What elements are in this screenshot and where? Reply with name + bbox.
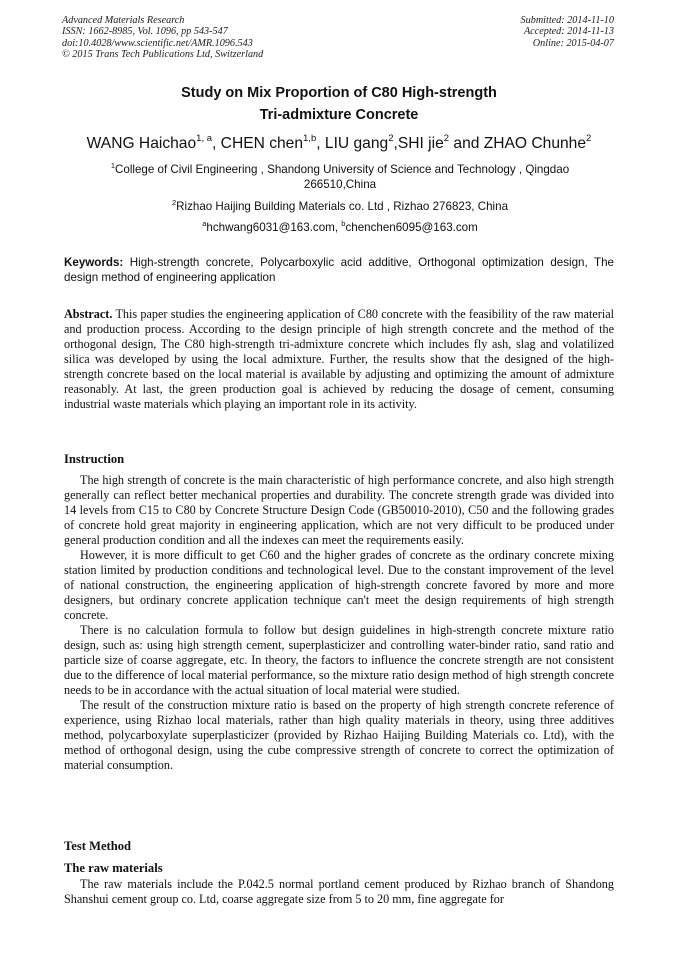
- publication-dates: [521, 15, 614, 49]
- paragraph: The raw materials include the P.042.5 normal portland cement produced by Rizhao branch of Shandong Shanshui cement group co. Ltd, coarse aggregate size from 5 to 20 mm, fine aggregate for: [64, 877, 614, 906]
- abstract-block: [64, 307, 614, 412]
- copyright-line: © 2015 Trans Tech Publications Ltd, Switzerland: [62, 49, 264, 61]
- title-line-2: Tri-admixture Concrete: [259, 107, 419, 123]
- affiliation-mark: 1: [110, 161, 115, 170]
- affiliation-2: [80, 200, 600, 215]
- email-mark: b: [341, 219, 346, 228]
- author-name: , LIU gang: [316, 135, 389, 152]
- paragraph: However, it is more difficult to get C60 and the higher grades of concrete as the ordinary concrete mixing station limited by production conditions and technological level. Due to the constant improvement of the level of national construction, the engineering application of high-strength concrete favored by more and more designers, but ordinary concrete application technique can't meet the design requirements of high strength concrete.: [64, 548, 614, 622]
- author-affiliation-mark: 2: [443, 133, 450, 144]
- author-affiliation-mark: 2: [388, 133, 394, 144]
- section-heading-test-method: Test Method: [64, 839, 132, 853]
- paragraph: The high strength of concrete is the main characteristic of high performance concrete, and also high strength generally can reflect better mechanical properties and durability. The concrete strength grade was divided into 14 levels from C15 to C80 by Concrete Structure Design Code (GB50010-2010), C50 and the following grades of concrete hold great majority in engineering application, which are not very difficult to be produced under general production condition and all the indexes can meet the requirements easily.: [64, 473, 614, 547]
- accepted-date: Accepted: 2014-11-13: [523, 26, 614, 38]
- raw-materials-body: [64, 877, 614, 907]
- abstract-text: This paper studies the engineering application of C80 concrete with the feasibility of the raw material and production process. According to the design principle of high strength concrete and the method of the orthogonal design, The C80 high-strength tri-admixture concrete which includes fly ash, slag and volatilized silica was developed by using the local admixture. Further, the results show that the designed of the high-strength concrete based on the local material is available by adjusting and optimizing the amount of admixture reasonably. At last, the green production goal is achieved by reducing the dosage of cement, consuming industrial waste materials which playing an important role in its activity.: [64, 307, 614, 411]
- keywords-block: [64, 256, 614, 285]
- author-name: , CHEN chen: [212, 135, 304, 152]
- author-affiliation-mark: 2: [586, 133, 592, 144]
- paper-title: [0, 82, 678, 126]
- author-name: ,SHI jie: [393, 135, 444, 152]
- paragraph: There is no calculation formula to follow but design guidelines in high-strength concrete mixture ratio design, such as: using high strength cement, superplasticizer and controlling water-binder ratio, sand ratio and particle size of coarse aggregate, etc. In theory, the factors to influence the concrete strength are not consistent due to the difference of local material performance, so the mixture ratio design method of high strength concrete needs to be in accordance with the actual situation of local material were studied.: [64, 623, 614, 697]
- author-affiliation-mark: 1,b: [303, 133, 317, 144]
- keywords-text: High-strength concrete, Polycarboxylic acid additive, Orthogonal optimization design, The design method of engineering application: [64, 256, 614, 284]
- title-line-1: Study on Mix Proportion of C80 High-strength: [181, 85, 497, 101]
- affiliation-1: [80, 163, 600, 192]
- online-date: Online: 2015-04-07: [532, 37, 614, 49]
- doi-line: doi:10.4028/www.scientific.net/AMR.1096.543: [62, 37, 253, 49]
- abstract-label: Abstract.: [64, 307, 113, 321]
- affiliation-text: Rizhao Haijing Building Materials co. Ltd , Rizhao 276823, China: [176, 200, 509, 213]
- paragraph: The result of the construction mixture ratio is based on the property of high strength concrete reference of experience, using Rizhao local materials, rather than high quality materials in theory, using three additives method, polycarboxylate superplasticizer (provided by Rizhao Haijing Building Materials co. Ltd), with the method of orthogonal design, using the cube compressive strength of concrete to correct the optimization of material consumption.: [64, 698, 614, 772]
- author-list: [0, 134, 678, 154]
- section-heading-introduction: Instruction: [64, 452, 125, 466]
- submitted-date: Submitted: 2014-11-10: [520, 15, 614, 26]
- author-name: and ZHAO Chunhe: [449, 135, 587, 152]
- keywords-label: Keywords:: [64, 256, 124, 269]
- email-mark: a: [202, 219, 207, 228]
- subsection-heading-raw-materials: The raw materials: [64, 861, 163, 875]
- issn-line: ISSN: 1662-8985, Vol. 1096, pp 543-547: [62, 26, 228, 38]
- author-name: WANG Haichao: [86, 135, 197, 152]
- author-emails: [80, 221, 600, 236]
- email-link[interactable]: hchwang6031@163.com,: [206, 221, 342, 234]
- introduction-body: [64, 473, 614, 773]
- author-affiliation-mark: 1, a: [196, 133, 213, 144]
- affiliation-mark: 2: [171, 198, 177, 207]
- publication-info: [62, 15, 263, 61]
- affiliation-text: College of Civil Engineering , Shandong University of Science and Technology , Qingdao 266510,China: [115, 163, 570, 191]
- journal-name: Advanced Materials Research: [62, 15, 185, 26]
- email-link[interactable]: chenchen6095@163.com: [345, 221, 478, 234]
